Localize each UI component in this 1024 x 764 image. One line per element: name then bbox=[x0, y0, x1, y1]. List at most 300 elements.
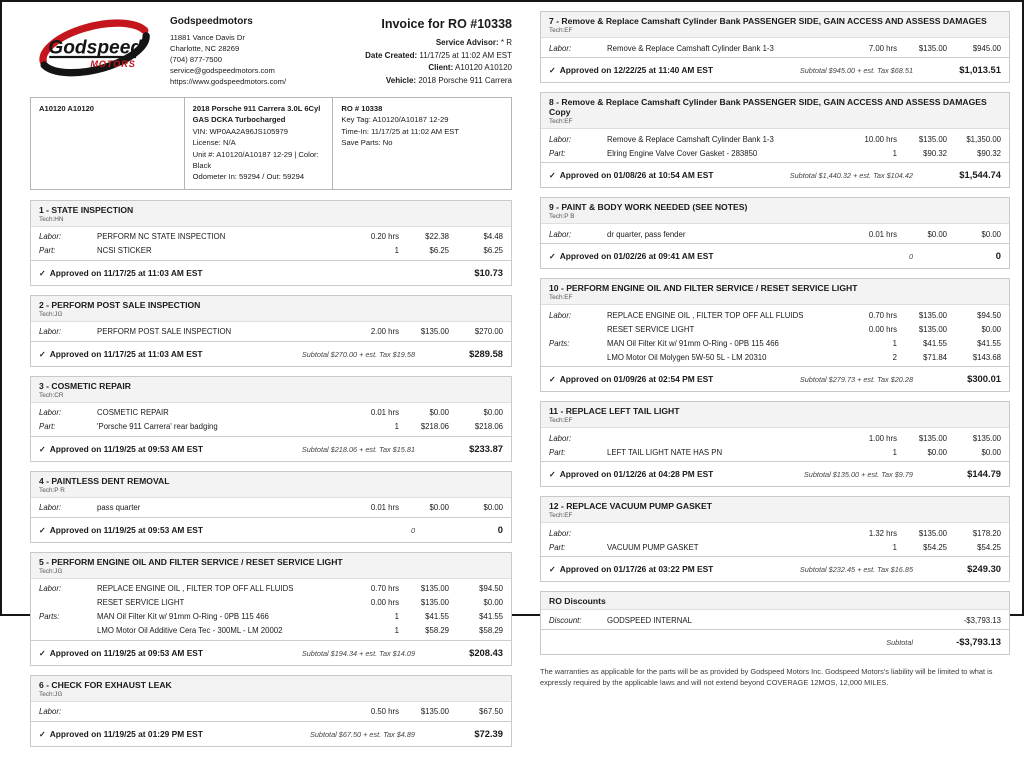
line-item-row bbox=[31, 610, 511, 624]
section-tech: Tech:EF bbox=[549, 417, 573, 424]
line-qty: 10.00 hrs bbox=[864, 134, 897, 144]
section-body bbox=[31, 227, 511, 260]
section-body bbox=[541, 129, 1009, 162]
invoice-meta-block bbox=[365, 11, 512, 87]
line-rate: $71.84 bbox=[923, 352, 947, 362]
line-description: REPLACE ENGINE OIL , FILTER TOP OFF ALL FLUIDS bbox=[607, 310, 804, 320]
section-subtotal: Subtotal $279.73 + est. Tax $20.28 bbox=[799, 375, 913, 384]
section-tech: Tech:EF bbox=[549, 118, 573, 125]
line-total: $0.00 bbox=[483, 598, 503, 608]
section-total: $72.39 bbox=[474, 727, 503, 739]
section-total: $300.01 bbox=[967, 373, 1001, 384]
client-line bbox=[365, 62, 512, 74]
line-total: $67.50 bbox=[479, 707, 503, 717]
vehicle-value: 2018 Porsche 911 Carrera bbox=[416, 75, 512, 85]
approved-label: Approved on 01/17/26 at 03:22 PM EST bbox=[559, 564, 714, 574]
section-body bbox=[31, 579, 511, 640]
discount-type-label: Discount: bbox=[549, 615, 582, 625]
section-total: $208.43 bbox=[469, 646, 503, 658]
line-description: Remove & Replace Camshaft Cylinder Bank 1-3 bbox=[607, 134, 774, 144]
line-qty: 0.50 hrs bbox=[370, 707, 399, 717]
client-label: Client: bbox=[428, 63, 454, 73]
line-rate: $135.00 bbox=[918, 310, 947, 320]
section-approved-row bbox=[541, 366, 1009, 391]
section-subtotal: Subtotal $67.50 + est. Tax $4.89 bbox=[309, 729, 415, 739]
line-qty: 1.00 hrs bbox=[868, 433, 897, 443]
approved-label: Approved on 11/19/25 at 01:29 PM EST bbox=[49, 728, 203, 739]
section-tech: Tech:P R bbox=[39, 486, 65, 494]
line-item-row bbox=[541, 132, 1009, 146]
line-description: 'Porsche 911 Carrera' rear badging bbox=[97, 422, 218, 432]
section-tech: Tech:EF bbox=[549, 294, 573, 301]
line-qty: 0.01 hrs bbox=[868, 229, 897, 239]
section-header bbox=[541, 198, 1009, 224]
section-header bbox=[31, 296, 511, 322]
line-total: $90.32 bbox=[977, 148, 1001, 158]
section-total: $289.58 bbox=[469, 347, 503, 359]
section-total: $1,013.51 bbox=[959, 64, 1001, 75]
line-rate: $0.00 bbox=[927, 229, 947, 239]
section-subtotal: Subtotal $945.00 + est. Tax $68.51 bbox=[799, 66, 913, 75]
line-type-label: Labor: bbox=[39, 503, 62, 513]
service-advisor-value: * R bbox=[498, 38, 512, 48]
check-icon: ✓ bbox=[549, 66, 556, 75]
section-title: 11 - REPLACE LEFT TAIL LIGHT bbox=[549, 406, 680, 416]
line-description: Elring Engine Valve Cover Gasket - 283850 bbox=[607, 148, 758, 158]
line-total: $0.00 bbox=[483, 408, 503, 418]
discounts-title: RO Discounts bbox=[549, 596, 606, 606]
line-description: RESET SERVICE LIGHT bbox=[607, 324, 695, 334]
approved-label: Approved on 12/22/25 at 11:40 AM EST bbox=[559, 65, 713, 75]
section-body bbox=[541, 224, 1009, 243]
discount-row bbox=[541, 613, 1009, 627]
section-title: 2 - PERFORM POST SALE INSPECTION bbox=[39, 299, 201, 310]
line-type-label: Part: bbox=[549, 447, 566, 457]
line-item-row bbox=[541, 227, 1009, 241]
line-total: $135.00 bbox=[972, 433, 1001, 443]
line-item-row bbox=[31, 420, 511, 434]
line-rate: $135.00 bbox=[918, 134, 947, 144]
check-icon: ✓ bbox=[549, 470, 556, 479]
approved-label: Approved on 01/09/26 at 02:54 PM EST bbox=[559, 374, 714, 384]
line-qty: 2 bbox=[892, 352, 897, 362]
section-title: 8 - Remove & Replace Camshaft Cylinder Bank PASSENGER SIDE, GAIN ACCESS AND ASSESS DAMAGES Copy bbox=[549, 97, 987, 117]
section-header bbox=[541, 93, 1009, 129]
section-approved-row bbox=[541, 243, 1009, 268]
section-total: $10.73 bbox=[474, 266, 503, 278]
line-type-label: Labor: bbox=[549, 310, 572, 320]
check-icon: ✓ bbox=[39, 268, 46, 278]
line-rate: $22.38 bbox=[425, 232, 449, 242]
line-type-label: Part: bbox=[39, 246, 56, 256]
line-description: VACUUM PUMP GASKET bbox=[607, 542, 699, 552]
line-type-label: Labor: bbox=[549, 528, 572, 538]
approved-label: Approved on 11/19/25 at 09:53 AM EST bbox=[49, 647, 203, 658]
line-total: $41.55 bbox=[977, 338, 1001, 348]
logo-subword: MOTORS bbox=[90, 59, 136, 70]
section-subtotal: Subtotal $232.45 + est. Tax $16.85 bbox=[799, 565, 913, 574]
discounts-subtotal-label: Subtotal bbox=[886, 638, 913, 647]
section-approved-row bbox=[31, 260, 511, 285]
line-total: $6.25 bbox=[483, 246, 503, 256]
line-total: $0.00 bbox=[981, 447, 1001, 457]
line-qty: 0.01 hrs bbox=[370, 408, 399, 418]
line-rate: $135.00 bbox=[918, 324, 947, 334]
line-item-row bbox=[541, 526, 1009, 540]
line-total: $0.00 bbox=[981, 324, 1001, 334]
discounts-subtotal-row bbox=[541, 629, 1009, 654]
line-qty: 1 bbox=[892, 338, 897, 348]
line-type-label: Labor: bbox=[549, 229, 572, 239]
line-rate: $41.55 bbox=[425, 612, 449, 622]
section-approved-row bbox=[541, 57, 1009, 82]
line-item-row bbox=[541, 350, 1009, 364]
line-rate: $135.00 bbox=[420, 327, 449, 337]
section-tech: Tech:P B bbox=[549, 213, 575, 220]
approved-text bbox=[549, 251, 713, 261]
approved-text bbox=[549, 564, 713, 574]
line-type-label: Labor: bbox=[39, 327, 62, 337]
line-qty: 0.20 hrs bbox=[370, 232, 399, 242]
vehicle-description: 2018 Porsche 911 Carrera 3.0L 6Cyl GAS DCKA Turbocharged bbox=[192, 103, 321, 125]
approved-label: Approved on 11/19/25 at 09:53 AM EST bbox=[49, 524, 203, 535]
service-advisor-line bbox=[365, 37, 512, 49]
shop-contact-block bbox=[170, 11, 286, 87]
line-total: $143.68 bbox=[972, 352, 1001, 362]
line-description: MAN Oil Filter Kit w/ 91mm O-Ring - 0PB 115 466 bbox=[97, 612, 269, 622]
check-icon: ✓ bbox=[39, 349, 46, 359]
line-type-label: Parts: bbox=[39, 612, 60, 622]
section-tech: Tech:JG bbox=[39, 310, 63, 318]
line-total: $94.50 bbox=[479, 584, 503, 594]
line-rate: $135.00 bbox=[420, 707, 449, 717]
check-icon: ✓ bbox=[39, 444, 46, 454]
section-title: 10 - PERFORM ENGINE OIL AND FILTER SERVICE / RESET SERVICE LIGHT bbox=[549, 283, 858, 293]
masthead bbox=[30, 11, 512, 87]
line-description: MAN Oil Filter Kit w/ 91mm O-Ring - 0PB 115 466 bbox=[607, 338, 779, 348]
line-description: Remove & Replace Camshaft Cylinder Bank 1-3 bbox=[607, 43, 774, 53]
line-qty: 0.01 hrs bbox=[370, 503, 399, 513]
line-description: LEFT TAIL LIGHT NATE HAS PN bbox=[607, 447, 723, 457]
line-item-row bbox=[31, 624, 511, 638]
service-section bbox=[540, 197, 1010, 269]
line-item-row bbox=[541, 431, 1009, 445]
section-title: 3 - COSMETIC REPAIR bbox=[39, 380, 131, 391]
line-description: COSMETIC REPAIR bbox=[97, 408, 169, 418]
approved-label: Approved on 01/08/26 at 10:54 AM EST bbox=[559, 170, 714, 180]
line-total: $58.29 bbox=[479, 626, 503, 636]
section-title: 12 - REPLACE VACUUM PUMP GASKET bbox=[549, 501, 712, 511]
section-title: 4 - PAINTLESS DENT REMOVAL bbox=[39, 475, 170, 486]
line-rate: $135.00 bbox=[420, 598, 449, 608]
vehicle-label: Vehicle: bbox=[385, 75, 417, 85]
line-description: PERFORM POST SALE INSPECTION bbox=[97, 327, 232, 337]
service-section bbox=[540, 278, 1010, 392]
line-description: PERFORM NC STATE INSPECTION bbox=[97, 232, 226, 242]
section-total: $1,544.74 bbox=[959, 169, 1001, 180]
line-item-row bbox=[31, 230, 511, 244]
section-body bbox=[31, 322, 511, 341]
service-section bbox=[540, 496, 1010, 582]
section-tech: Tech:JG bbox=[39, 567, 63, 575]
line-item-row bbox=[31, 596, 511, 610]
section-header bbox=[31, 472, 511, 498]
line-rate: $41.55 bbox=[923, 338, 947, 348]
service-section bbox=[30, 552, 512, 666]
ro-save-parts: Save Parts: No bbox=[341, 138, 393, 148]
line-qty: 1 bbox=[892, 542, 897, 552]
line-item-row bbox=[31, 705, 511, 719]
section-subtotal: 0 bbox=[410, 525, 415, 535]
approved-label: Approved on 11/17/25 at 11:03 AM EST bbox=[49, 267, 203, 278]
line-type-label: Parts: bbox=[549, 338, 570, 348]
section-approved-row bbox=[31, 517, 511, 542]
line-qty: 0.70 hrs bbox=[370, 584, 399, 594]
check-icon: ✓ bbox=[549, 171, 556, 180]
line-qty: 1 bbox=[892, 148, 897, 158]
line-rate: $135.00 bbox=[918, 528, 947, 538]
line-item-row bbox=[541, 540, 1009, 554]
section-subtotal: Subtotal $135.00 + est. Tax $9.79 bbox=[803, 470, 913, 479]
shop-address-line2: Charlotte, NC 28269 bbox=[170, 43, 240, 53]
section-total: 0 bbox=[497, 523, 503, 535]
line-item-row bbox=[541, 41, 1009, 55]
section-header bbox=[31, 377, 511, 403]
line-type-label: Labor: bbox=[39, 408, 62, 418]
section-subtotal: Subtotal $194.34 + est. Tax $14.09 bbox=[301, 648, 415, 658]
line-qty: 1 bbox=[394, 246, 399, 256]
sections-right bbox=[540, 11, 1010, 582]
check-icon: ✓ bbox=[39, 729, 46, 739]
check-icon: ✓ bbox=[39, 525, 46, 535]
line-total: $0.00 bbox=[483, 503, 503, 513]
section-total: $249.30 bbox=[967, 563, 1001, 574]
line-total: $1,350.00 bbox=[966, 134, 1001, 144]
section-title: 1 - STATE INSPECTION bbox=[39, 204, 134, 215]
line-description: dr quarter, pass fender bbox=[607, 229, 686, 239]
client-value: A10120 A10120 bbox=[453, 63, 512, 73]
approved-text bbox=[549, 65, 713, 75]
section-approved-row bbox=[31, 721, 511, 746]
section-tech: Tech:EF bbox=[549, 27, 573, 34]
line-item-row bbox=[31, 582, 511, 596]
vehicle-unit: Unit #: A10120/A10187 12-29 | Color: Black bbox=[192, 149, 319, 170]
section-approved-row bbox=[541, 461, 1009, 486]
logo-word: Godspeed bbox=[48, 37, 143, 59]
line-qty: 1.32 hrs bbox=[868, 528, 897, 538]
section-header bbox=[541, 12, 1009, 38]
ro-discounts-section bbox=[540, 591, 1010, 655]
line-description: NCSI STICKER bbox=[97, 246, 152, 256]
approved-label: Approved on 01/12/26 at 04:28 PM EST bbox=[559, 469, 714, 479]
vehicle-odometer: Odometer In: 59294 / Out: 59294 bbox=[192, 172, 305, 182]
section-body bbox=[541, 305, 1009, 366]
line-total: $270.00 bbox=[474, 327, 503, 337]
section-subtotal: Subtotal $1,440.32 + est. Tax $104.42 bbox=[789, 171, 913, 180]
section-body bbox=[541, 428, 1009, 461]
approved-text bbox=[39, 268, 203, 278]
approved-text bbox=[39, 525, 203, 535]
approved-label: Approved on 01/02/26 at 09:41 AM EST bbox=[559, 251, 714, 261]
discount-description: GODSPEED INTERNAL bbox=[607, 615, 692, 625]
line-description: LMO Motor Oil Additive Cera Tec - 300ML - LM 20002 bbox=[97, 626, 283, 636]
approved-label: Approved on 11/17/25 at 11:03 AM EST bbox=[49, 348, 203, 359]
line-rate: $218.06 bbox=[420, 422, 449, 432]
line-description: pass quarter bbox=[97, 503, 141, 513]
check-icon: ✓ bbox=[39, 648, 46, 658]
logo-box bbox=[30, 11, 162, 81]
section-body bbox=[541, 38, 1009, 57]
ro-time-in: Time-In: 11/17/25 at 11:02 AM EST bbox=[341, 126, 460, 136]
invoice-document bbox=[2, 2, 1022, 764]
section-subtotal: Subtotal $218.06 + est. Tax $15.81 bbox=[301, 444, 415, 454]
section-header bbox=[31, 201, 511, 227]
line-item-row bbox=[541, 322, 1009, 336]
section-header bbox=[31, 553, 511, 579]
line-rate: $90.32 bbox=[923, 148, 947, 158]
approved-text bbox=[39, 729, 203, 739]
section-title: 5 - PERFORM ENGINE OIL AND FILTER SERVICE / RESET SERVICE LIGHT bbox=[39, 556, 343, 567]
section-title: 9 - PAINT & BODY WORK NEEDED (SEE NOTES) bbox=[549, 202, 748, 212]
section-approved-row bbox=[31, 640, 511, 665]
date-created-label: Date Created: bbox=[365, 50, 418, 60]
approved-text bbox=[549, 469, 713, 479]
line-item-row bbox=[31, 406, 511, 420]
line-qty: 1 bbox=[892, 447, 897, 457]
client-cell bbox=[31, 98, 185, 189]
section-total: $233.87 bbox=[469, 442, 503, 454]
ro-key-tag: Key Tag: A10120/A10187 12-29 bbox=[341, 115, 449, 125]
line-qty: 2.00 hrs bbox=[370, 327, 399, 337]
service-section bbox=[540, 92, 1010, 188]
service-section bbox=[30, 675, 512, 747]
section-tech: Tech:JG bbox=[39, 690, 63, 698]
line-type-label: Part: bbox=[549, 542, 566, 552]
section-approved-row bbox=[31, 436, 511, 461]
line-qty: 0.70 hrs bbox=[868, 310, 897, 320]
section-header bbox=[541, 497, 1009, 523]
line-type-label: Labor: bbox=[39, 232, 62, 242]
section-tech: Tech:HN bbox=[39, 215, 64, 223]
line-rate: $6.25 bbox=[429, 246, 449, 256]
line-total: $945.00 bbox=[972, 43, 1001, 53]
line-item-row bbox=[541, 445, 1009, 459]
vehicle-cell bbox=[185, 98, 334, 189]
ro-number: RO # 10338 bbox=[341, 103, 383, 113]
section-tech: Tech:CR bbox=[39, 391, 64, 399]
line-item-row bbox=[541, 146, 1009, 160]
line-total: $0.00 bbox=[981, 229, 1001, 239]
line-qty: 1 bbox=[394, 422, 399, 432]
section-body bbox=[31, 403, 511, 436]
right-column bbox=[540, 11, 1010, 756]
line-item-row bbox=[541, 336, 1009, 350]
sections-left bbox=[30, 200, 512, 747]
godspeed-logo-icon bbox=[30, 11, 158, 81]
check-icon: ✓ bbox=[549, 252, 556, 261]
section-approved-row bbox=[541, 162, 1009, 187]
approved-text bbox=[39, 444, 203, 454]
section-header bbox=[541, 279, 1009, 305]
section-title: 7 - Remove & Replace Camshaft Cylinder Bank PASSENGER SIDE, GAIN ACCESS AND ASSESS DAMAGES bbox=[549, 16, 987, 26]
section-header bbox=[541, 402, 1009, 428]
service-section bbox=[540, 401, 1010, 487]
shop-address-line1: 11881 Vance Davis Dr bbox=[170, 32, 245, 42]
service-section bbox=[30, 471, 512, 543]
line-total: $218.06 bbox=[474, 422, 503, 432]
section-tech: Tech:EF bbox=[549, 512, 573, 519]
line-qty: 7.00 hrs bbox=[868, 43, 897, 53]
line-qty: 0.00 hrs bbox=[370, 598, 399, 608]
invoice-title: Invoice for RO #10338 bbox=[381, 17, 512, 31]
section-approved-row bbox=[541, 556, 1009, 581]
line-rate: $58.29 bbox=[425, 626, 449, 636]
line-qty: 0.00 hrs bbox=[868, 324, 897, 334]
line-rate: $0.00 bbox=[927, 447, 947, 457]
discounts-header bbox=[541, 592, 1009, 610]
line-item-row bbox=[31, 244, 511, 258]
line-type-label: Labor: bbox=[549, 433, 572, 443]
discounts-body bbox=[541, 610, 1009, 629]
line-item-row bbox=[541, 308, 1009, 322]
section-total: 0 bbox=[995, 250, 1001, 261]
line-total: $94.50 bbox=[977, 310, 1001, 320]
service-section bbox=[540, 11, 1010, 83]
line-total: $178.20 bbox=[972, 528, 1001, 538]
line-total: $41.55 bbox=[479, 612, 503, 622]
shop-email[interactable]: service@godspeedmotors.com bbox=[170, 65, 275, 75]
check-icon: ✓ bbox=[549, 565, 556, 574]
section-subtotal: 0 bbox=[908, 252, 913, 261]
vehicle-vin: VIN: WP0AA2A96JS105979 bbox=[192, 126, 288, 136]
discounts-subtotal-value: -$3,793.13 bbox=[956, 636, 1001, 647]
line-item-row bbox=[31, 501, 511, 515]
line-type-label: Part: bbox=[549, 148, 566, 158]
approved-text bbox=[549, 170, 713, 180]
section-subtotal: Subtotal $270.00 + est. Tax $19.58 bbox=[301, 349, 415, 359]
line-qty: 1 bbox=[394, 626, 399, 636]
shop-website[interactable]: https://www.godspeedmotors.com/ bbox=[170, 76, 287, 86]
section-approved-row bbox=[31, 341, 511, 366]
line-total: $4.48 bbox=[483, 232, 503, 242]
approved-label: Approved on 11/19/25 at 09:53 AM EST bbox=[49, 443, 203, 454]
service-section bbox=[30, 376, 512, 462]
line-item-row bbox=[31, 325, 511, 339]
ro-cell bbox=[333, 98, 511, 189]
line-qty: 1 bbox=[394, 612, 399, 622]
line-type-label: Labor: bbox=[549, 43, 572, 53]
client-name: A10120 A10120 bbox=[39, 103, 95, 113]
line-type-label: Part: bbox=[39, 422, 56, 432]
service-section bbox=[30, 295, 512, 367]
section-body bbox=[31, 498, 511, 517]
line-type-label: Labor: bbox=[39, 707, 62, 717]
service-section bbox=[30, 200, 512, 286]
vehicle-line bbox=[365, 75, 512, 87]
approved-text bbox=[549, 374, 713, 384]
date-created-line bbox=[365, 50, 512, 62]
shop-name: Godspeedmotors bbox=[170, 16, 253, 27]
approved-text bbox=[39, 648, 203, 658]
line-type-label: Labor: bbox=[39, 584, 62, 594]
approved-text bbox=[39, 349, 203, 359]
left-column bbox=[30, 11, 512, 756]
section-body bbox=[31, 702, 511, 721]
line-rate: $135.00 bbox=[918, 43, 947, 53]
shop-phone: (704) 877-7500 bbox=[170, 54, 222, 64]
date-created-value: 11/17/25 at 11:02 AM EST bbox=[417, 50, 512, 60]
line-rate: $135.00 bbox=[420, 584, 449, 594]
